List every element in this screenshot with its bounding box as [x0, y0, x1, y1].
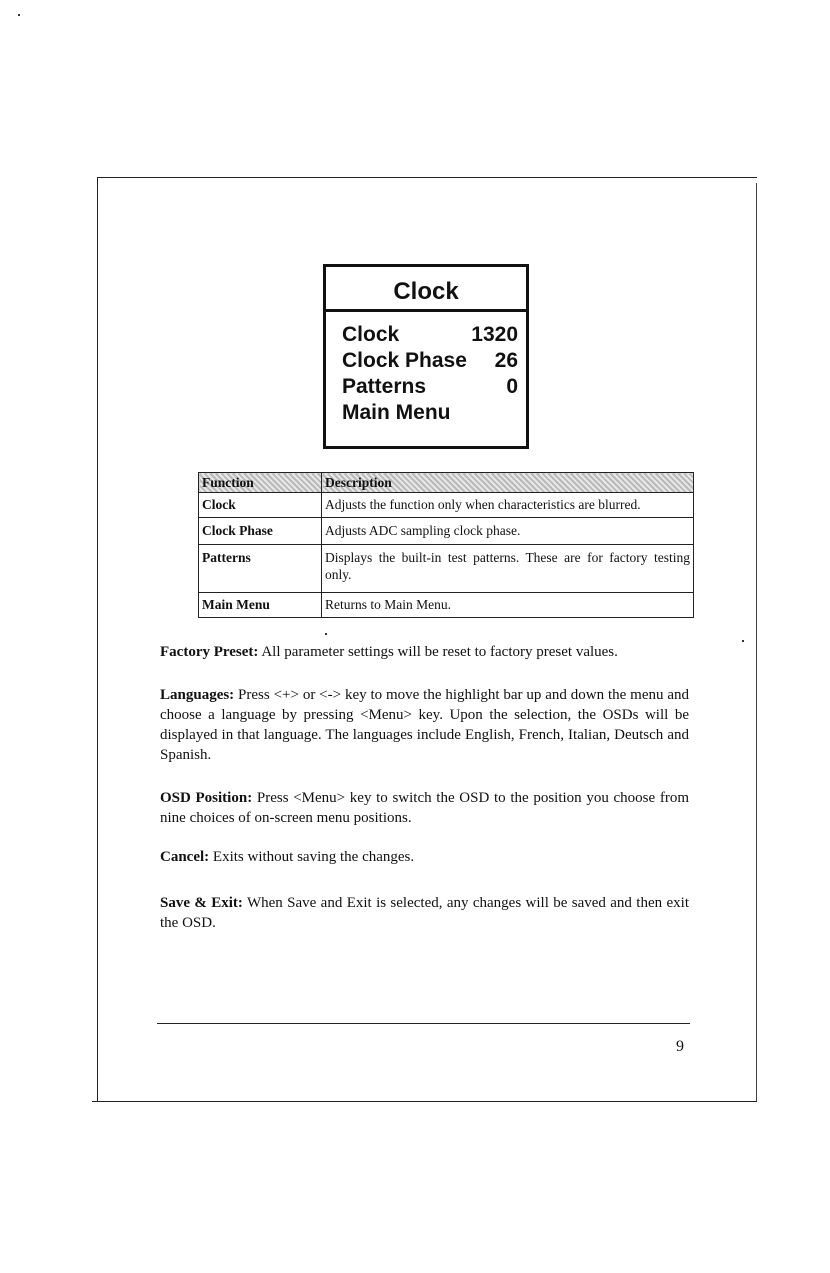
osd-item-clock: [342, 322, 518, 348]
function-cell: Clock Phase: [199, 518, 322, 545]
table-header-row: [199, 473, 694, 493]
footer-rule: [157, 1023, 690, 1024]
term: Factory Preset:: [160, 644, 259, 660]
osd-title: Clock: [326, 267, 526, 312]
term: Save & Exit:: [160, 895, 243, 911]
osd-position-paragraph: [160, 788, 689, 828]
header-function: Function: [199, 473, 322, 493]
cancel-paragraph: [160, 847, 689, 867]
scan-speck: [742, 640, 744, 642]
header-description: Description: [322, 473, 694, 493]
scan-speck: [18, 14, 20, 16]
definition: Exits without saving the changes.: [209, 849, 415, 865]
term: Languages:: [160, 687, 235, 703]
frame-left-border: [97, 177, 98, 1102]
function-cell: Patterns: [199, 545, 322, 593]
osd-item-label: Clock Phase: [342, 349, 467, 372]
definition: Press <+> or <-> key to move the highlight bar up and down the menu and choose a language by pressing <Menu> key. Upon the selection, the OSDs will be displayed in that language. The languages include English, French, Italian, Deutsch and Spanish.: [160, 687, 689, 763]
definition: Press <Menu> key to switch the OSD to the position you choose from nine choices of on-screen menu positions.: [160, 790, 689, 826]
description-cell: Returns to Main Menu.: [322, 593, 694, 618]
osd-item-clock-phase: [342, 348, 518, 374]
scan-speck: [325, 633, 327, 635]
osd-item-patterns: [342, 374, 518, 400]
osd-item-main-menu: [342, 400, 518, 426]
term: Cancel:: [160, 849, 210, 865]
description-cell: Adjusts the function only when characteristics are blurred.: [322, 493, 694, 518]
osd-item-label: Main Menu: [342, 401, 451, 424]
osd-item-value: 1320: [471, 323, 518, 346]
table-row: [199, 593, 694, 618]
osd-item-value: 26: [494, 349, 518, 372]
definition: When Save and Exit is selected, any changes will be saved and then exit the OSD.: [160, 895, 689, 931]
definition: All parameter settings will be reset to factory preset values.: [258, 644, 618, 660]
osd-item-value: 0: [506, 375, 518, 398]
description-cell: Adjusts ADC sampling clock phase.: [322, 518, 694, 545]
frame-right-border: [756, 183, 757, 1102]
frame-bottom-border: [92, 1101, 757, 1102]
description-cell: Displays the built-in test patterns. These are for factory testing only.: [322, 545, 694, 593]
languages-paragraph: [160, 685, 689, 765]
table-row: [199, 545, 694, 593]
function-cell: Clock: [199, 493, 322, 518]
table-row: [199, 518, 694, 545]
osd-clock-menu: [323, 264, 529, 449]
function-table: [198, 472, 694, 618]
term: OSD Position:: [160, 790, 253, 806]
factory-preset-paragraph: [160, 642, 689, 662]
osd-item-list: [326, 312, 526, 426]
frame-top-border: [97, 177, 757, 178]
osd-item-label: Clock: [342, 323, 400, 346]
page-number: 9: [676, 1038, 684, 1055]
table-row: [199, 493, 694, 518]
osd-item-label: Patterns: [342, 375, 427, 398]
function-cell: Main Menu: [199, 593, 322, 618]
save-exit-paragraph: [160, 893, 689, 933]
